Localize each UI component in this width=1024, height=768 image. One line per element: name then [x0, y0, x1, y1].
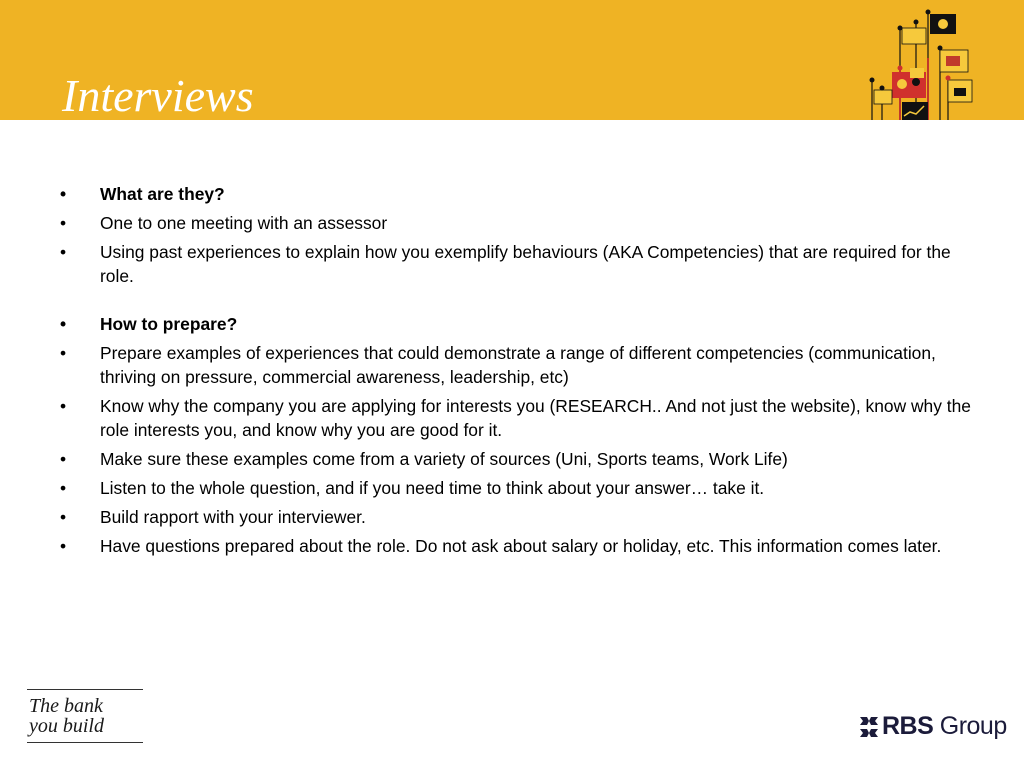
flags-illustration-icon: [860, 8, 980, 120]
rbs-daisy-icon: [858, 715, 880, 739]
bullet-text: Have questions prepared about the role. Do not ask about salary or holiday, etc. This information comes later.: [100, 536, 942, 556]
rbs-logo: [858, 712, 1007, 741]
bullet-item: [56, 394, 976, 442]
bullet-item: [56, 534, 976, 558]
slide-body: [56, 182, 976, 563]
bullet-marker: •: [60, 536, 67, 556]
bullet-item: [56, 240, 976, 288]
bullet-marker: •: [60, 507, 67, 527]
bullet-text: How to prepare?: [100, 314, 238, 334]
bullet-text: Listen to the whole question, and if you need time to think about your answer… take it.: [100, 478, 765, 498]
bullet-marker: •: [60, 213, 67, 233]
bullet-marker: •: [60, 343, 67, 363]
bullet-text: Using past experiences to explain how you exemplify behaviours (AKA Competencies) that are required for the role.: [100, 242, 951, 286]
slide-title: Interviews: [62, 70, 254, 121]
tagline-logo: [27, 689, 143, 743]
bullet-item: [56, 211, 976, 235]
bullet-marker: •: [60, 478, 67, 498]
bullet-text: Know why the company you are applying for interests you (RESEARCH.. And not just the website), know why the role interests you, and know why you are good for it.: [100, 396, 971, 440]
brand-name-bold: RBS: [882, 712, 934, 740]
bullet-text: Prepare examples of experiences that could demonstrate a range of different competencies (communication, thriving on pressure, commercial awareness, leadership, etc): [100, 343, 936, 387]
bullet-item: [56, 182, 976, 206]
bullet-text: One to one meeting with an assessor: [100, 213, 388, 233]
bullet-marker: •: [60, 242, 67, 262]
brand-name-rest: Group: [933, 712, 1007, 740]
bullet-marker: •: [60, 396, 67, 416]
bullet-text: Build rapport with your interviewer.: [100, 507, 366, 527]
bullet-item: [56, 447, 976, 471]
bullet-item: [56, 476, 976, 500]
bullet-text: What are they?: [100, 184, 225, 204]
tagline-line-2: you build: [29, 715, 104, 737]
bullet-list: [56, 182, 976, 558]
bullet-marker: •: [60, 314, 67, 334]
bullet-item: [56, 341, 976, 389]
bullet-marker: •: [60, 184, 67, 204]
brand-name: [882, 712, 1007, 741]
tagline-line-1: The bank: [29, 695, 103, 717]
bullet-marker: •: [60, 449, 67, 469]
bullet-item: [56, 312, 976, 336]
header-bar: [0, 0, 1024, 120]
bullet-item: [56, 505, 976, 529]
bullet-text: Make sure these examples come from a variety of sources (Uni, Sports teams, Work Life): [100, 449, 788, 469]
